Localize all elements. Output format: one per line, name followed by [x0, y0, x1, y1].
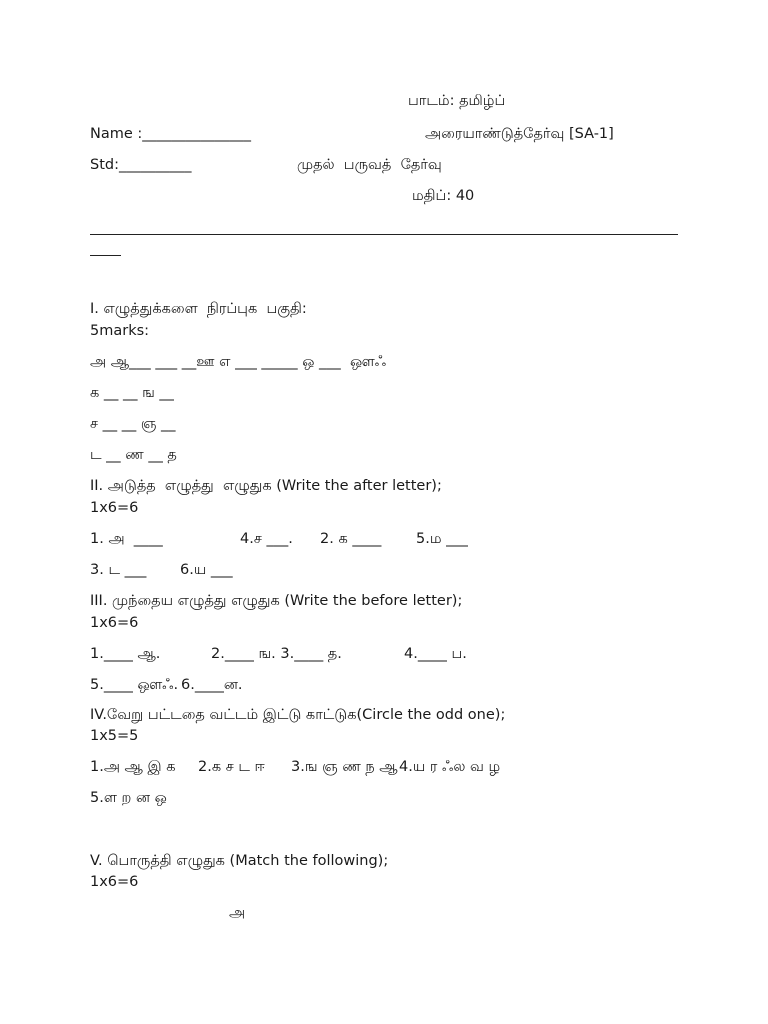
section-5-title: V. பொருத்தி எழுதுக (Match the following);: [90, 853, 389, 869]
question-item: 4.ய ர ஃல வ ழ: [399, 759, 501, 775]
question-item: 6.____ன.: [181, 677, 243, 693]
section-1-title: I. எழுத்துக்களை நிரப்புக பகுதி:: [90, 301, 307, 317]
section-4-title: IV.வேறு பட்டதை வட்டம் இட்டு காட்டுக(Circle the odd one);: [90, 707, 506, 723]
header-divider-tail: [90, 255, 121, 256]
question-item: 5.ள ற ன ஒ: [90, 790, 167, 806]
question-item: 3. ட ___: [90, 562, 147, 578]
fill-row: ச __ __ ஞ __: [90, 416, 176, 432]
question-item: 6.ய ___: [180, 562, 233, 578]
question-item: 4.____ ப.: [404, 646, 467, 662]
section-3-marks: 1x6=6: [90, 615, 139, 631]
question-item: 5.____ ஔஃ.: [90, 677, 179, 693]
subject-title: பாடம்: தமிழ்ப்: [408, 93, 506, 109]
question-item: 1. அ ____: [90, 531, 163, 547]
question-item: 5.ம ___: [416, 531, 468, 547]
question-item: 2.____ ங. 3.____ த.: [211, 646, 342, 662]
fill-row: அ ஆ___ ___ __ஊ எ ___ _____ ஒ ___ ஔஃ: [90, 354, 387, 370]
section-5-marks: 1x6=6: [90, 874, 139, 890]
header-divider: [90, 234, 678, 235]
section-1-marks: 5marks:: [90, 323, 150, 339]
question-item: 2. க ____: [320, 531, 382, 547]
question-item: 2.க ச ட ஈ: [198, 759, 265, 775]
exam-title: அரையாண்டுத்தேர்வு [SA-1]: [425, 126, 614, 142]
term-title: முதல் பருவத் தேர்வு: [297, 157, 442, 173]
fill-row: ட __ ண __ த: [90, 447, 177, 463]
question-item: 1.அ ஆ இ க: [90, 759, 176, 775]
match-item: அ: [229, 905, 246, 921]
section-3-title: III. முந்தைய எழுத்து எழுதுக (Write the before letter);: [90, 593, 463, 609]
section-2-marks: 1x6=6: [90, 500, 139, 516]
total-marks: மதிப்: 40: [412, 188, 475, 204]
question-item: 1.____ ஆ.: [90, 646, 161, 662]
fill-row: க __ __ ங __: [90, 385, 174, 401]
name-field-label: Name :_______________: [90, 126, 252, 142]
question-item: 3.ங ஞ ண ந ஆ: [291, 759, 398, 775]
section-4-marks: 1x5=5: [90, 728, 139, 744]
section-2-title: II. அடுத்த எழுத்து எழுதுக (Write the after letter);: [90, 478, 442, 494]
question-item: 4.ச ___.: [240, 531, 293, 547]
std-field-label: Std:__________: [90, 157, 192, 173]
